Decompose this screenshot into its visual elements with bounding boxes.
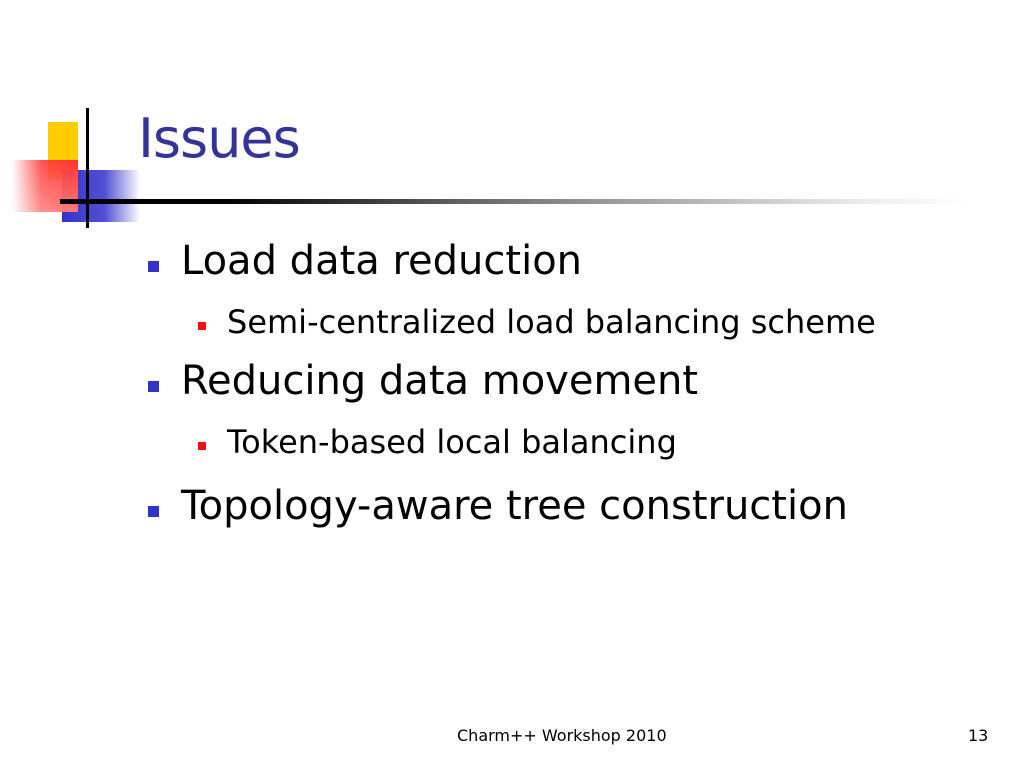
sub-bullet-text: Semi-centralized load balancing scheme [227,303,876,341]
bullet-square-icon [148,381,159,392]
slide-footer: Charm++ Workshop 2010 [457,726,667,745]
slide-title: Issues [138,107,300,170]
bullet-square-icon [148,261,159,272]
sub-bullet-square-icon [198,322,206,330]
bullet-text: Topology-aware tree construction [181,483,848,529]
bullet-text: Load data reduction [181,238,583,284]
bullet-square-icon [148,506,159,517]
slide-page-number: 13 [968,726,989,745]
sub-bullet-square-icon [198,442,206,450]
bullet-text: Reducing data movement [181,358,699,404]
sub-bullet-text: Token-based local balancing [227,423,677,461]
